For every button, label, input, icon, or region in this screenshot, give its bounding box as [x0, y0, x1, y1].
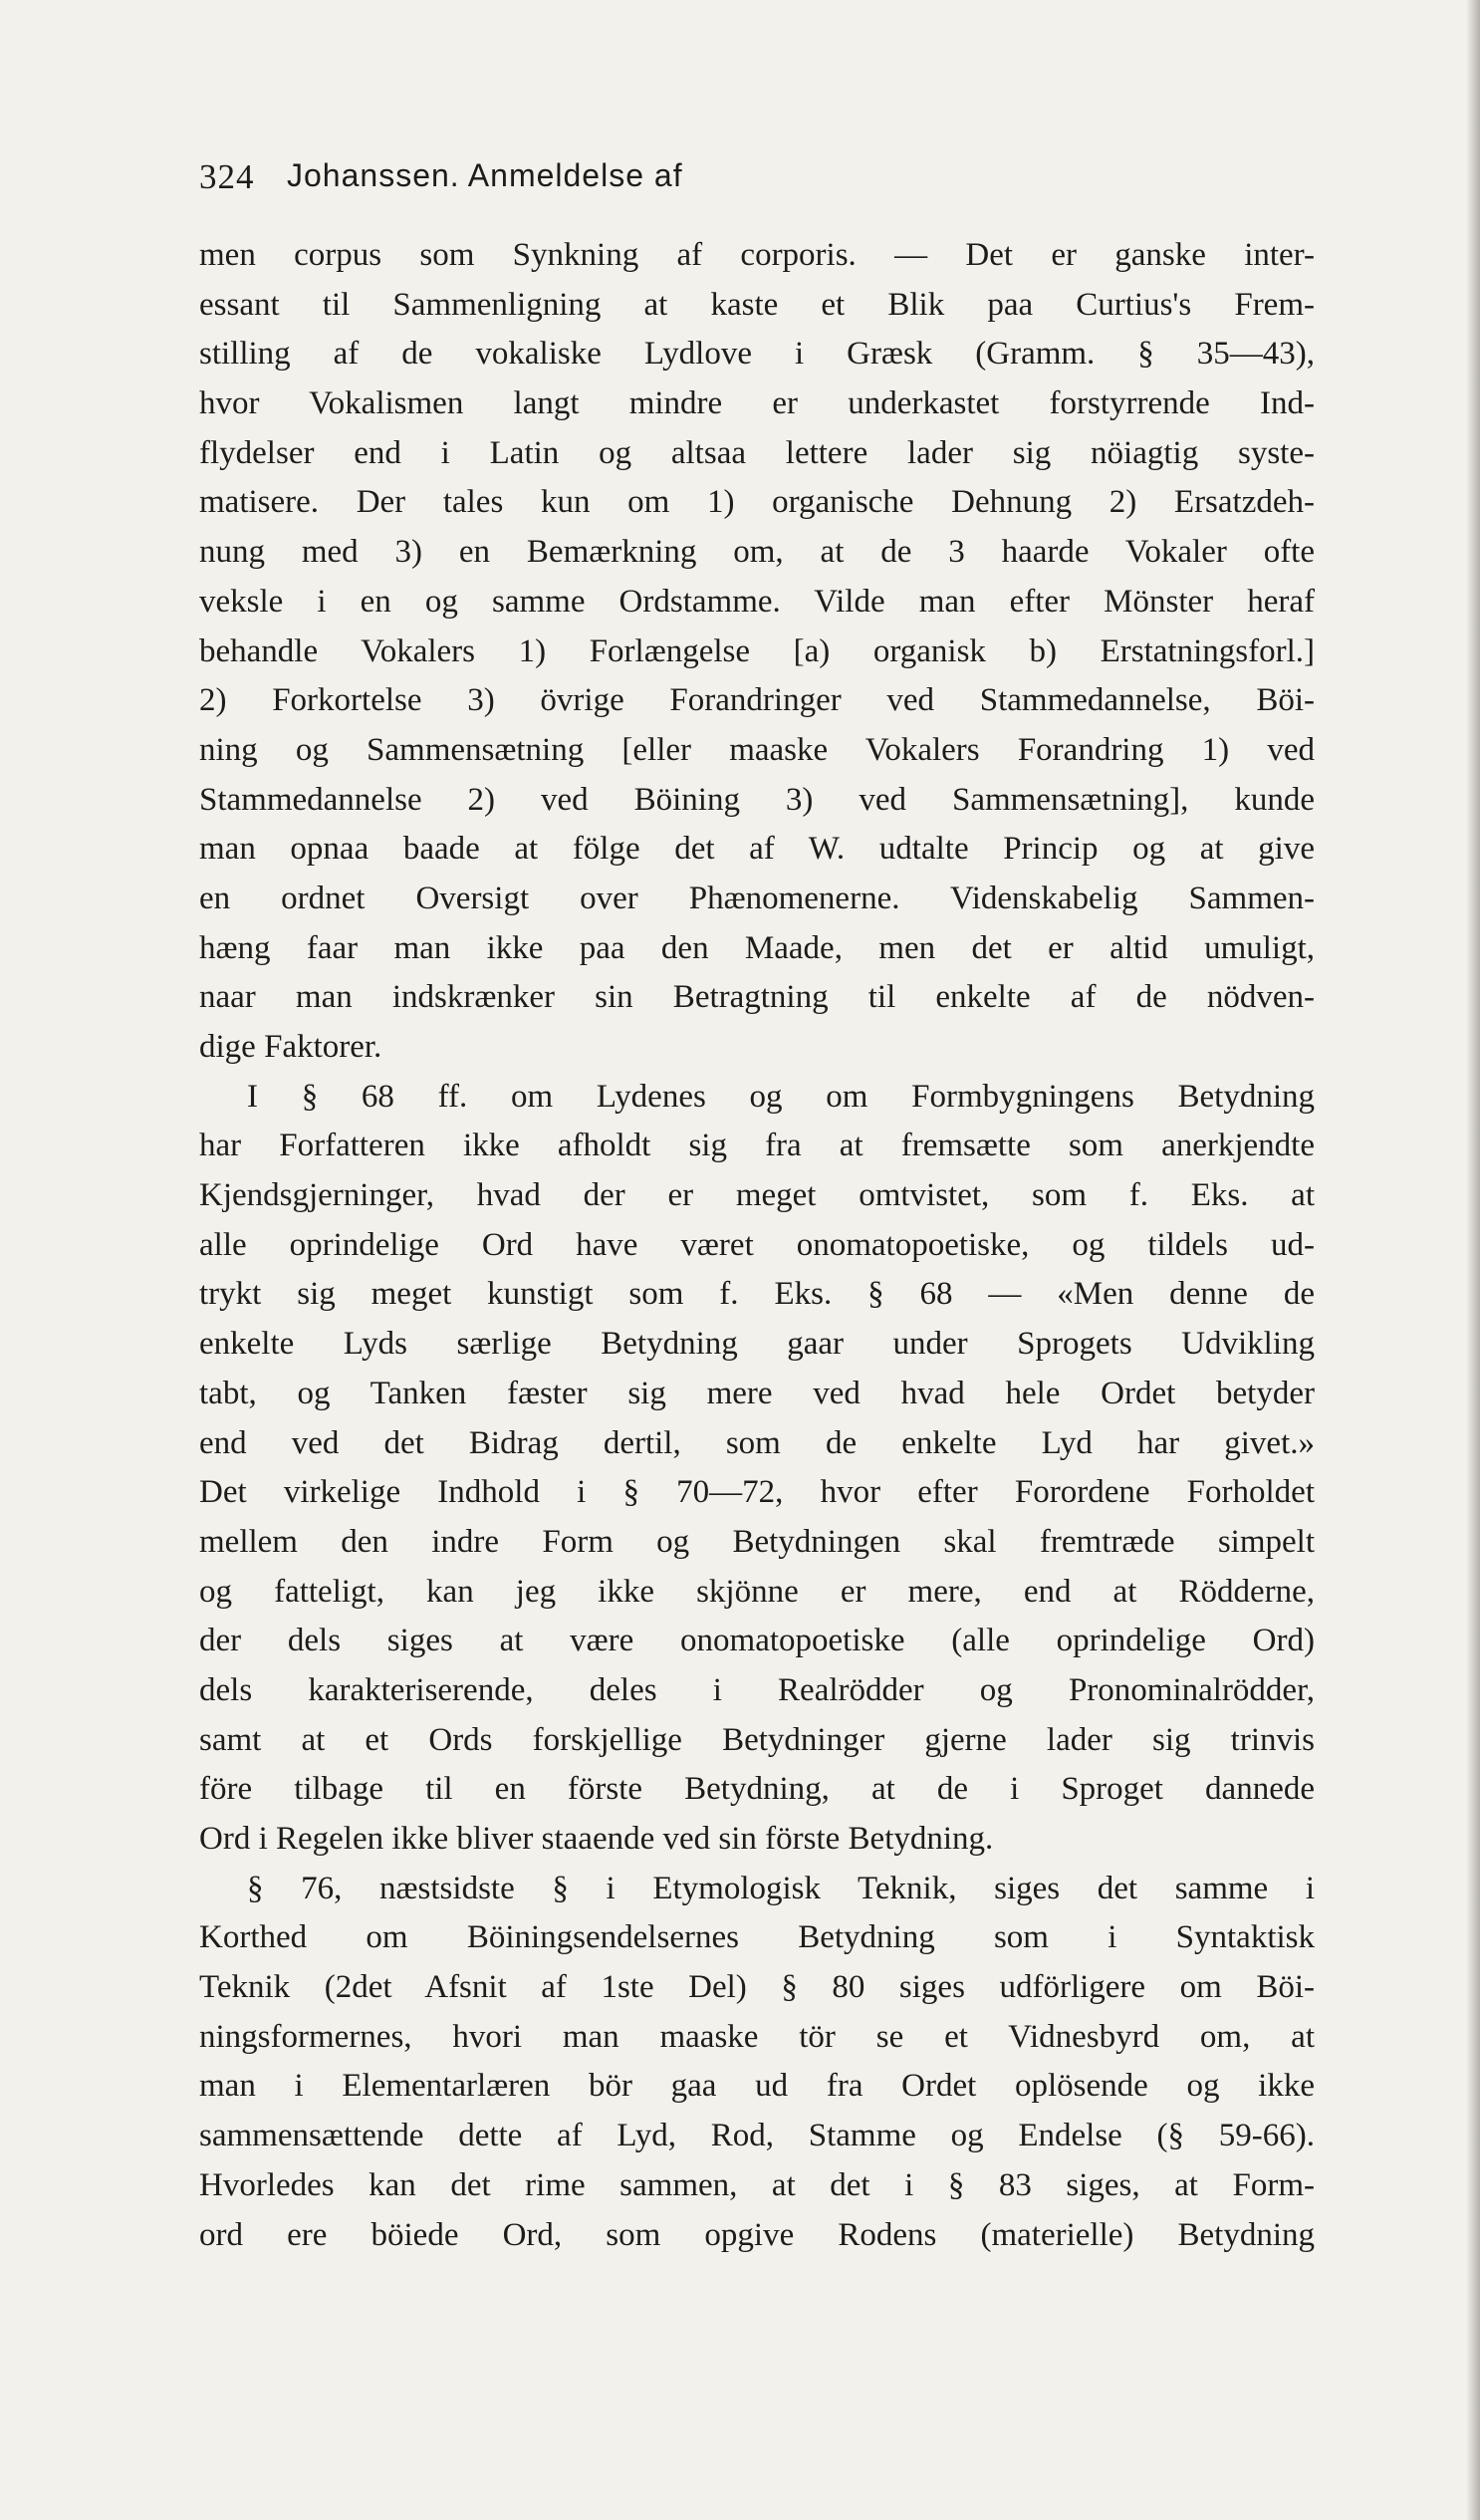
- text-line: trykt sig meget kunstigt som f. Eks. § 68 — «Men denne de: [199, 1276, 1315, 1313]
- text-line: tabt, og Tanken fæster sig mere ved hvad hele Ordet betyder: [199, 1375, 1315, 1411]
- text-line: end ved det Bidrag dertil, som de enkelte Lyd har givet.»: [199, 1424, 1315, 1461]
- text-line: har Forfatteren ikke afholdt sig fra at fremsætte som anerkjendte: [199, 1128, 1315, 1164]
- text-line: men corpus som Synkning af corporis. — Det er ganske inter-: [199, 237, 1315, 273]
- text-line: ningsformernes, hvori man maaske tör se et Vidnesbyrd om, at: [199, 2018, 1315, 2055]
- text-line: der dels siges at være onomatopoetiske (alle oprindelige Ord): [199, 1623, 1315, 1659]
- text-line: Stammedannelse 2) ved Böining 3) ved Sammensætning], kunde: [199, 781, 1315, 818]
- text-line: samt at et Ords forskjellige Betydninger gjerne lader sig trinvis: [199, 1721, 1315, 1758]
- text-line: og fatteligt, kan jeg ikke skjönne er mere, end at Rödderne,: [199, 1573, 1315, 1610]
- text-line: hvor Vokalismen langt mindre er underkastet forstyrrende Ind-: [199, 385, 1315, 422]
- text-line: stilling af de vokaliske Lydlove i Græsk (Gramm. § 35—43),: [199, 336, 1315, 373]
- running-head: Johanssen. Anmeldelse af: [287, 157, 683, 193]
- text-line: Ord i Regelen ikke bliver staaende ved sin förste Betydning.: [199, 1821, 994, 1857]
- page-edge-shadow: [1466, 0, 1480, 2520]
- text-line: alle oprindelige Ord have været onomatopoetiske, og tildels ud-: [199, 1226, 1315, 1263]
- text-line: § 76, næstsidste § i Etymologisk Teknik, siges det samme i: [247, 1870, 1315, 1906]
- text-line: flydelser end i Latin og altsaa lettere lader sig nöiagtig syste-: [199, 434, 1315, 471]
- page-number: 324: [199, 157, 255, 196]
- text-line: dels karakteriserende, deles i Realrödder og Pronominalrödder,: [199, 1671, 1315, 1708]
- text-line: man opnaa baade at fölge det af W. udtalte Princip og at give: [199, 831, 1315, 868]
- text-line: essant til Sammenligning at kaste et Blik paa Curtius's Frem-: [199, 286, 1315, 323]
- text-line: veksle i en og samme Ordstamme. Vilde man efter Mönster heraf: [199, 583, 1315, 620]
- text-line: dige Faktorer.: [199, 1029, 382, 1065]
- body-text: [199, 231, 1315, 2260]
- text-line: mellem den indre Form og Betydningen skal fremtræde simpelt: [199, 1523, 1315, 1560]
- text-line: nung med 3) en Bemærkning om, at de 3 haarde Vokaler ofte: [199, 534, 1315, 571]
- text-line: Korthed om Böiningsendelsernes Betydning som i Syntaktisk: [199, 1919, 1315, 1956]
- text-line: före tilbage til en förste Betydning, at de i Sproget dannede: [199, 1771, 1315, 1808]
- text-line: Kjendsgjerninger, hvad der er meget omtvistet, som f. Eks. at: [199, 1177, 1315, 1214]
- text-line: ning og Sammensætning [eller maaske Vokalers Forandring 1) ved: [199, 731, 1315, 768]
- text-line: naar man indskrænker sin Betragtning til enkelte af de nödven-: [199, 979, 1315, 1016]
- text-line: enkelte Lyds særlige Betydning gaar under Sprogets Udvikling: [199, 1326, 1315, 1363]
- text-line: behandle Vokalers 1) Forlængelse [a) organisk b) Erstatningsforl.]: [199, 632, 1315, 669]
- text-line: I § 68 ff. om Lydenes og om Formbygningens Betydning: [247, 1078, 1315, 1115]
- text-line: sammensættende dette af Lyd, Rod, Stamme og Endelse (§ 59-66).: [199, 2118, 1315, 2154]
- page-header: [199, 157, 1195, 207]
- text-line: man i Elementarlæren bör gaa ud fra Ordet oplösende og ikke: [199, 2068, 1315, 2105]
- text-line: 2) Forkortelse 3) övrige Forandringer ved Stammedannelse, Böi-: [199, 682, 1315, 719]
- text-line: hæng faar man ikke paa den Maade, men det er altid umuligt,: [199, 929, 1315, 966]
- text-line: ord ere böiede Ord, som opgive Rodens (materielle) Betydning: [199, 2216, 1315, 2253]
- text-line: Det virkelige Indhold i § 70—72, hvor efter Forordene Forholdet: [199, 1474, 1315, 1511]
- text-line: Hvorledes kan det rime sammen, at det i § 83 siges, at Form-: [199, 2166, 1315, 2203]
- text-line: Teknik (2det Afsnit af 1ste Del) § 80 siges udförligere om Böi-: [199, 1969, 1315, 2006]
- text-line: matisere. Der tales kun om 1) organische Dehnung 2) Ersatzdeh-: [199, 484, 1315, 521]
- text-line: en ordnet Oversigt over Phænomenerne. Videnskabelig Sammen-: [199, 880, 1315, 916]
